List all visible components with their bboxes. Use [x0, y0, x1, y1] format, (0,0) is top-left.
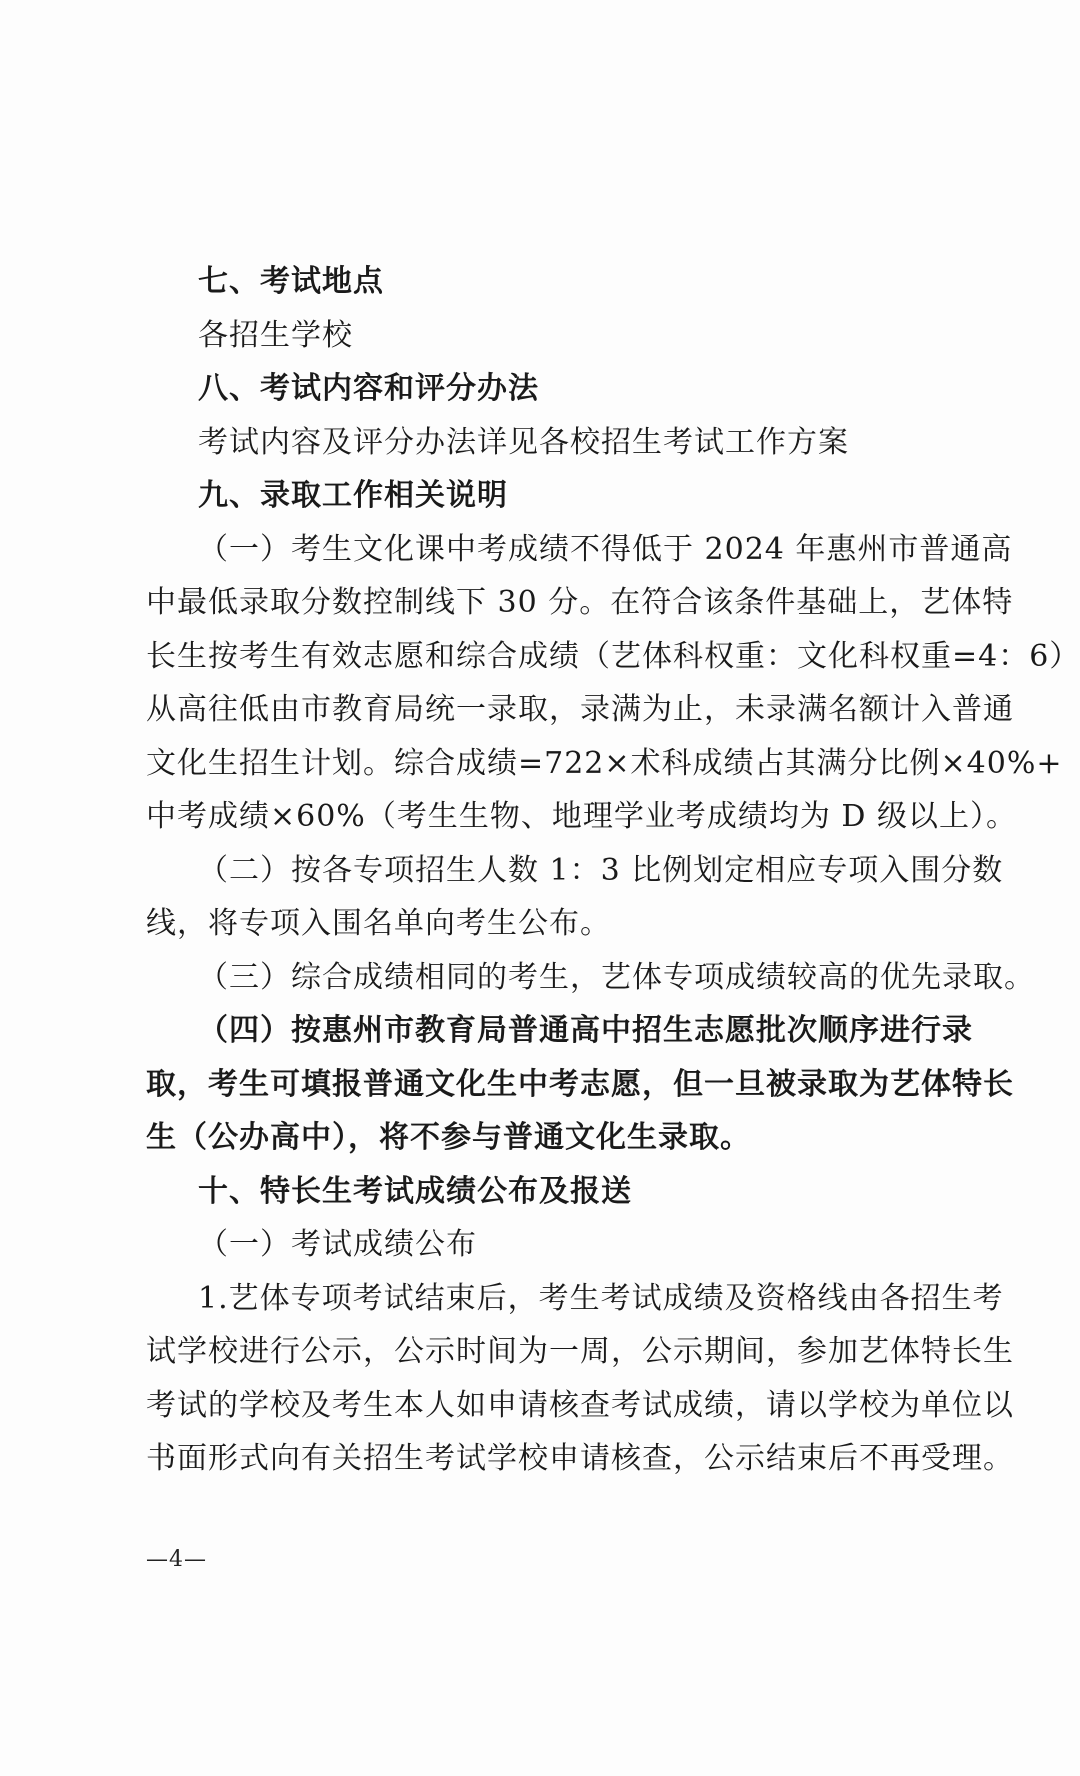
- section-heading-8: 八、考试内容和评分办法: [198, 371, 539, 406]
- paragraph-line: 文化生招生计划。综合成绩=722×术科成绩占其满分比例×40%+: [146, 745, 1063, 781]
- paragraph-line: （三）综合成绩相同的考生，艺体专项成绩较高的优先录取。: [198, 959, 1035, 995]
- paragraph-line: 线，将专项入围名单向考生公布。: [146, 906, 611, 941]
- document-body: [146, 255, 1080, 1486]
- subsection-heading: （一）考试成绩公布: [198, 1227, 477, 1262]
- paragraph-line: 中最低录取分数控制线下 30 分。在符合该条件基础上，艺体特: [146, 585, 1014, 620]
- paragraph-line: 长生按考生有效志愿和综合成绩（艺体科权重：文化科权重=4：6）: [146, 638, 1080, 674]
- paragraph-line: 中考成绩×60%（考生生物、地理学业考成绩均为 D 级以上）。: [146, 799, 1017, 834]
- paragraph-line: 书面形式向有关招生考试学校申请核查，公示结束后不再受理。: [146, 1441, 1014, 1476]
- section-heading-10: 十、特长生考试成绩公布及报送: [198, 1173, 632, 1209]
- section-heading-7: 七、考试地点: [198, 264, 384, 299]
- bold-paragraph-line: 生（公办高中），将不参与普通文化生录取。: [146, 1120, 751, 1155]
- paragraph-line: 考试的学校及考生本人如申请核查考试成绩，请以学校为单位以: [146, 1387, 1014, 1423]
- bold-paragraph-line: （四）按惠州市教育局普通高中招生志愿批次顺序进行录: [198, 1013, 973, 1048]
- paragraph-line: 试学校进行公示，公示时间为一周，公示期间，参加艺体特长生: [146, 1334, 1014, 1369]
- section-heading-9: 九、录取工作相关说明: [198, 478, 508, 513]
- paragraph-line: （二）按各专项招生人数 1：3 比例划定相应专项入围分数: [198, 852, 1004, 888]
- paragraph-line: （一）考生文化课中考成绩不得低于 2024 年惠州市普通高: [198, 531, 1013, 567]
- paragraph-line: 各招生学校: [198, 317, 353, 353]
- paragraph-line: 考试内容及评分办法详见各校招生考试工作方案: [198, 424, 849, 460]
- paragraph-line: 从高往低由市教育局统一录取，录满为止，未录满名额计入普通: [146, 692, 1014, 727]
- paragraph-line: 1.艺体专项考试结束后，考生考试成绩及资格线由各招生考: [198, 1280, 1004, 1316]
- bold-paragraph-line: 取，考生可填报普通文化生中考志愿，但一旦被录取为艺体特长: [146, 1066, 1014, 1102]
- page-number: —4—: [146, 1547, 207, 1572]
